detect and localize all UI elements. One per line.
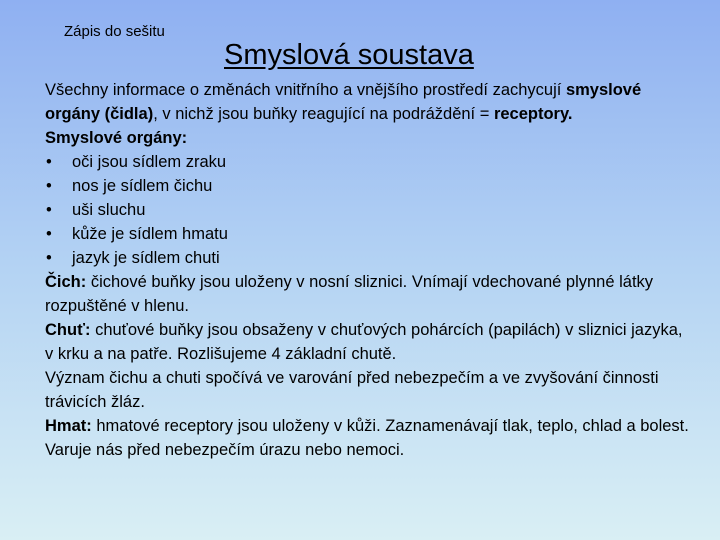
intro-paragraph: [45, 78, 695, 126]
bullet-icon: •: [46, 225, 52, 243]
intro-term-organs: smyslové orgány (čidla): [45, 81, 642, 123]
slide-title: Smyslová soustava: [224, 39, 474, 71]
bullet-icon: •: [46, 153, 52, 171]
organs-list: [45, 150, 695, 270]
touch-paragraph: Hmat: hmatové receptory jsou uloženy v kůži. Zaznamenávají tlak, teplo, chlad a bolest. Varuje nás před nebezpečím úrazu nebo nemoci.: [45, 417, 689, 459]
list-item: • oči jsou sídlem zraku: [45, 150, 695, 174]
taste-paragraph: Chuť: chuťové buňky jsou obsaženy v chuťových pohárcích (papilách) v sliznici jazyka, v krku a na patře. Rozlišujeme 4 základní chutě.: [45, 321, 683, 363]
bullet-icon: •: [46, 177, 52, 195]
list-item: • nos je sídlem čichu: [45, 174, 695, 198]
slide-label: Zápis do sešitu: [64, 23, 165, 40]
intro-term-receptors: receptory.: [493, 105, 573, 123]
list-item: • kůže je sídlem hmatu: [45, 222, 695, 246]
list-item: • uši sluchu: [45, 198, 695, 222]
list-item: • jazyk je sídlem chuti: [45, 246, 695, 270]
touch-term: Hmat:: [45, 417, 92, 435]
taste-term: Chuť:: [45, 321, 91, 339]
importance-paragraph: Význam čichu a chuti spočívá ve varování před nebezpečím a ve zvyšování činnosti trávicích žláz.: [45, 369, 659, 411]
organs-heading: Smyslové orgány:: [45, 129, 188, 147]
bullet-icon: •: [46, 201, 52, 219]
intro-text-2: , v nichž jsou buňky reagující na podráždění =: [153, 105, 494, 123]
bullet-icon: •: [46, 249, 52, 267]
slide-content: [45, 78, 695, 462]
smell-paragraph: Čich: čichové buňky jsou uloženy v nosní sliznici. Vnímají vdechované plynné látky rozpuštěné v hlenu.: [45, 273, 654, 315]
intro-text: Všechny informace o změnách vnitřního a vnějšího prostředí zachycují: [45, 81, 566, 99]
smell-term: Čich:: [45, 273, 87, 291]
